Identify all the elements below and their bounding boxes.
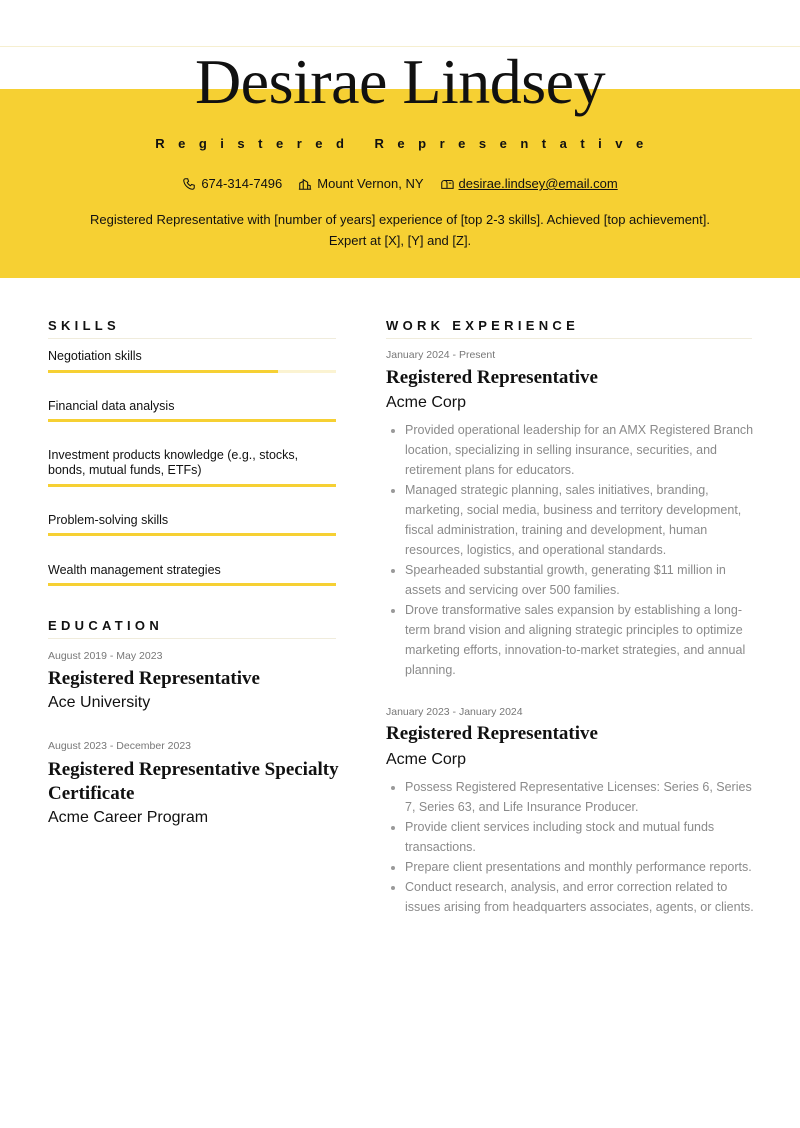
skill-bar-fill <box>48 533 336 536</box>
skill-bar-fill <box>48 370 278 373</box>
skill-label: Negotiation skills <box>48 349 142 363</box>
skill-bar <box>48 370 336 373</box>
skill-bar-fill <box>48 419 336 422</box>
job-role: Registered Representative <box>386 367 598 388</box>
skill-label: Problem-solving skills <box>48 513 169 527</box>
job-dates: January 2023 - January 2024 <box>386 706 523 718</box>
skills-heading: SKILLS <box>48 318 121 333</box>
experience-divider <box>386 338 752 339</box>
email-contact[interactable] <box>440 176 618 191</box>
job-bullet: • Provided operational leadership for an AMX Registered Branch location, specializing in selling insurance, securities, and retirement plans for educators. <box>405 420 756 480</box>
job-bullets <box>386 777 756 917</box>
phone-icon <box>182 177 196 191</box>
job-company: Acme Corp <box>386 751 467 768</box>
job-company: Acme Corp <box>386 394 467 411</box>
education-degree: Registered Representative <box>48 668 260 689</box>
skill-bar-fill <box>48 583 336 586</box>
location-contact <box>298 176 423 191</box>
skill-bar <box>48 484 336 487</box>
education-school: Ace University <box>48 694 151 711</box>
job-bullet: • Drove transformative sales expansion by establishing a long-term brand vision and aligning strategic principles to optimize marketing efforts, innovation-to-market strategies, and annual planning. <box>405 600 756 680</box>
job-bullet: • Conduct research, analysis, and error correction related to issues arising from headquarters associates, agents, or clients. <box>405 877 756 917</box>
job-dates: January 2024 - Present <box>386 349 496 361</box>
buildings-icon <box>298 177 312 191</box>
mailbox-icon <box>440 177 454 191</box>
job-bullet: • Provide client services including stock and mutual funds transactions. <box>405 817 756 857</box>
headline: Registered Representative <box>155 136 657 151</box>
skill-label: Investment products knowledge (e.g., stocks, bonds, mutual funds, ETFs) <box>48 448 299 477</box>
job-bullet: • Spearheaded substantial growth, generating $11 million in assets and servicing over 500 families. <box>405 560 756 600</box>
skill-bar <box>48 583 336 586</box>
job-role: Registered Representative <box>386 723 598 744</box>
education-divider <box>48 638 336 639</box>
location-text: Mount Vernon, NY <box>317 176 424 191</box>
education-degree: Registered Representative Specialty Certificate <box>48 759 339 804</box>
job-bullet: • Possess Registered Representative Licenses: Series 6, Series 7, Series 63, and Life Insurance Producer. <box>405 777 756 817</box>
experience-heading: WORK EXPERIENCE <box>386 318 580 333</box>
education-school: Acme Career Program <box>48 809 209 826</box>
candidate-name: Desirae Lindsey <box>194 46 606 117</box>
education-heading: EDUCATION <box>48 618 164 633</box>
skill-bar <box>48 419 336 422</box>
job-bullet: • Prepare client presentations and monthly performance reports. <box>405 857 756 877</box>
phone-text: 674-314-7496 <box>201 176 283 191</box>
education-dates: August 2023 - December 2023 <box>48 740 192 752</box>
skills-divider <box>48 338 336 339</box>
skill-label: Financial data analysis <box>48 399 175 413</box>
phone-contact <box>182 176 282 191</box>
skill-bar <box>48 533 336 536</box>
email-link[interactable]: desirae.lindsey@email.com <box>458 176 618 191</box>
job-bullets <box>386 420 756 680</box>
skill-label: Wealth management strategies <box>48 563 221 577</box>
education-dates: August 2019 - May 2023 <box>48 650 163 662</box>
contact-row <box>0 176 800 191</box>
summary: Registered Representative with [number of years] experience of [top 2-3 skills]. Achieved [top achievement]. Expert at [X], [Y] and [Z]. <box>90 212 710 248</box>
job-bullet: • Managed strategic planning, sales initiatives, branding, marketing, social media, business and territory development, fiscal administration, training and development, human resources, logistics, and operational standards. <box>405 480 756 560</box>
skill-bar-fill <box>48 484 336 487</box>
